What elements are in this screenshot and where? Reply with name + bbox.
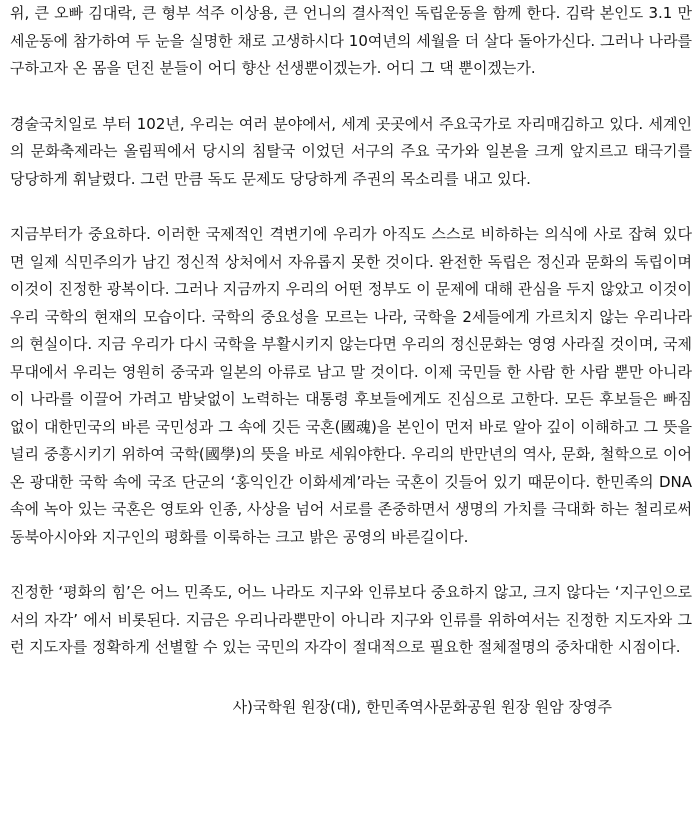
paragraph-gap (10, 83, 692, 111)
paragraph-2: 경술국치일로 부터 102년, 우리는 여러 분야에서, 세계 곳곳에서 주요국가로 자리매김하고 있다. 세계인의 문화축제라는 올림픽에서 당시의 침탈국 이었던 서구의 주요 국가와 일본을 크게 앞지르고 태극기를 당당하게 휘날렸다. 그런 만큼 독도 문제도 당당하게 주권의 목소리를 내고 있다. (10, 114, 692, 188)
paragraph-3: 지금부터가 중요하다. 이러한 국제적인 격변기에 우리가 아직도 스스로 비하하는 의식에 사로 잡혀 있다면 일제 식민주의가 남긴 정신적 상처에서 자유롭지 못한 것이다. 완전한 독립은 정신과 문화의 독립이며 이것이 진정한 광복이다. 그러나 지금까지 우리의 어떤 정부도 이 문제에 대해 관심을 두지 않았고 이것이 우리 국학의 현재의 모습이다. 국학의 중요성을 모르는 나라, 국학을 2세들에게 가르치지 않는 우리나라의 현실이다. 지금 우리가 다시 국학을 부활시키지 않는다면 우리의 정신문화는 영영 사라질 것이며, 국제무대에서 우리는 영원히 중국과 일본의 아류로 남고 말 것이다. 이제 국민들 한 사람 한 사람 뿐만 아니라 이 나라를 이끌어 가려고 밤낮없이 노력하는 대통령 후보들에게도 진심으로 고한다. 모든 후보들은 빠짐없이 대한민국의 바른 국민성과 그 속에 깃든 국혼(國魂)을 본인이 먼저 바로 알아 깊이 이해하고 그 뜻을 널리 중흥시키기 위하여 국학(國學)의 뜻을 바로 세워야한다. 우리의 반만년의 역사, 문화, 철학으로 이어온 광대한 국학 속에 국조 단군의 ‘홍익인간 이화세계’라는 국혼이 깃들어 있기 때문이다. 한민족의 DNA속에 녹아 있는 국혼은 영토와 인종, 사상을 넘어 서로를 존중하면서 생명의 가치를 극대화 하는 철리로써 동북아시아와 지구인의 평화를 이룩하는 크고 밝은 공영의 바른길이다. (10, 225, 692, 546)
paragraph-1: 위, 큰 오빠 김대락, 큰 형부 석주 이상용, 큰 언니의 결사적인 독립운동을 함께 한다. 김락 본인도 3.1 만세운동에 참가하여 두 눈을 실명한 채로 고생하시다 10여년의 세월을 더 살다 돌아가신다. 그러나 나라를 구하고자 온 몸을 던진 분들이 어디 향산 선생뿐이겠는가. 어디 그 댁 뿐이겠는가. (10, 4, 692, 77)
paragraph-4: 진정한 ‘평화의 힘’은 어느 민족도, 어느 나라도 지구와 인류보다 중요하지 않고, 크지 않다는 ‘지구인으로서의 자각’ 에서 비롯된다. 지금은 우리나라뿐만이 아니라 지구와 인류를 위하여서는 진정한 지도자와 그런 지도자를 정확하게 선별할 수 있는 국민의 자각이 절대적으로 필요한 절체절명의 중차대한 시점이다. (10, 583, 692, 656)
document-body (10, 0, 692, 721)
paragraph-gap (10, 551, 692, 579)
paragraph-gap (10, 193, 692, 221)
author-signature: 사)국학원 원장(대), 한민족역사문화공원 원장 원암 장영주 (232, 697, 612, 716)
